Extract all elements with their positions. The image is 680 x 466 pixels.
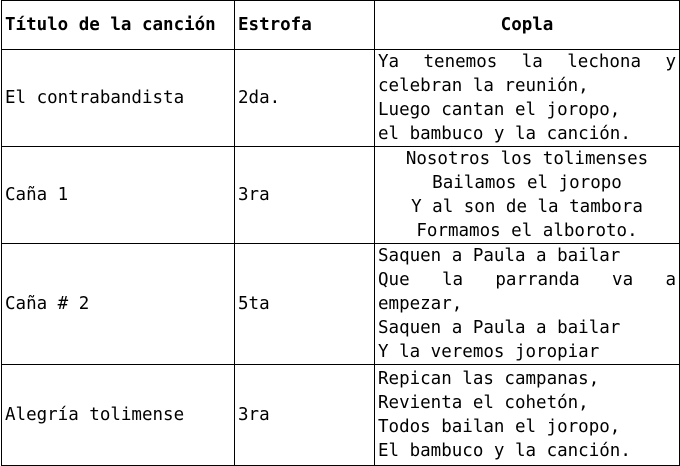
verse-line: Ya tenemos la lechona y celebran la reunión, [378, 52, 676, 96]
copla-text [375, 244, 680, 365]
header-copla: Copla [375, 1, 680, 50]
verse-line: El bambuco y la canción. [378, 441, 631, 461]
header-row [2, 1, 680, 50]
estrofa-number: 2da. [235, 50, 375, 147]
verse-line: Saquen a Paula a bailar [378, 318, 621, 338]
verse-line: Repican las campanas, [378, 369, 600, 389]
copla-text [375, 50, 680, 147]
verse-line: Todos bailan el joropo, [378, 417, 621, 437]
song-title: Caña # 2 [2, 244, 235, 365]
verse-line: Bailamos el joropo [432, 173, 622, 193]
copla-text [375, 365, 680, 466]
header-estrofa: Estrofa [235, 1, 375, 50]
copla-table [1, 0, 680, 466]
song-title: Caña 1 [2, 147, 235, 244]
table-row [2, 244, 680, 365]
estrofa-number: 5ta [235, 244, 375, 365]
estrofa-number: 3ra [235, 147, 375, 244]
song-title: Alegría tolimense [2, 365, 235, 466]
verse-line: Y la veremos joropiar [378, 342, 600, 362]
header-title: Título de la canción [2, 1, 235, 50]
copla-text [375, 147, 680, 244]
table-row [2, 365, 680, 466]
verse-line: el bambuco y la canción. [378, 124, 631, 144]
verse-line: Formamos el alboroto. [416, 221, 638, 241]
table-row [2, 147, 680, 244]
verse-line: Nosotros los tolimenses [405, 149, 649, 169]
estrofa-number: 3ra [235, 365, 375, 466]
verse-line: Saquen a Paula a bailar [378, 246, 621, 266]
table-row [2, 50, 680, 147]
verse-line: Revienta el cohetón, [378, 393, 589, 413]
verse-line: Y al son de la tambora [411, 197, 643, 217]
verse-line: Que la parranda va a empezar, [378, 270, 676, 314]
verse-line: Luego cantan el joropo, [378, 100, 621, 120]
song-title: El contrabandista [2, 50, 235, 147]
